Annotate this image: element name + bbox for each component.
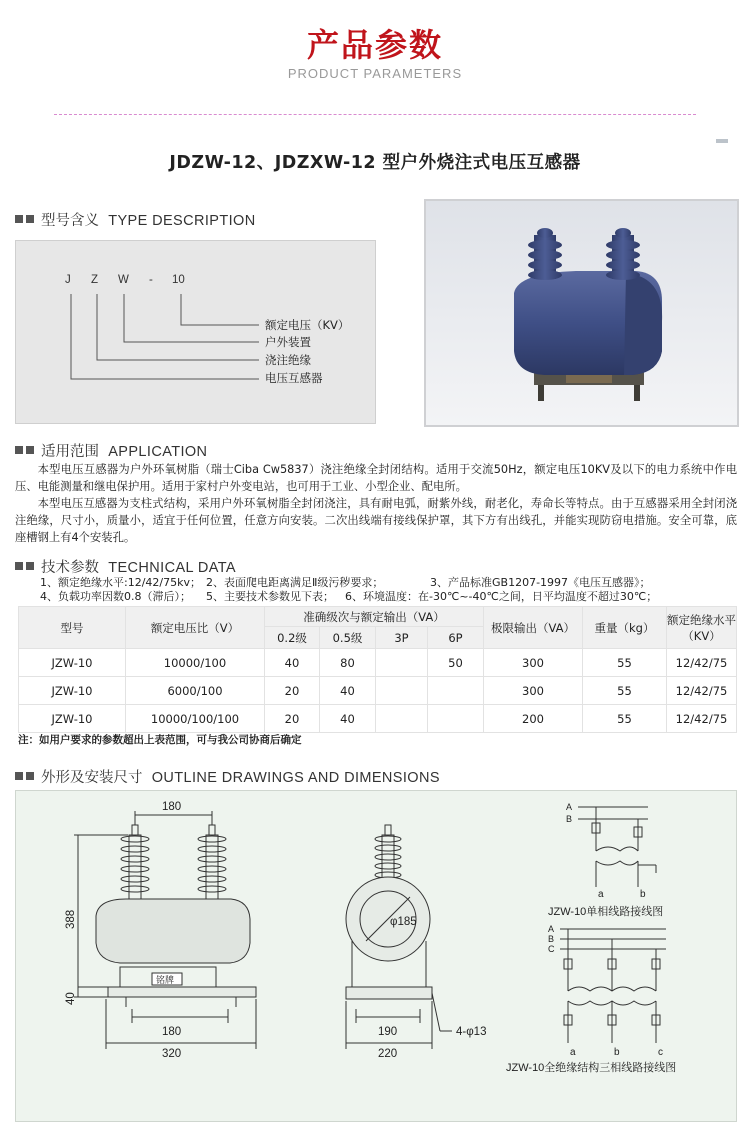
single-wiring-caption: JZW-10单相线路接线图 [548,906,664,918]
heading-square-icon [26,446,34,454]
dim-top-180: 180 [162,801,182,813]
heading-square-icon [26,562,34,570]
outline-drawings [16,791,738,1123]
heading-en: TYPE DESCRIPTION [108,213,256,229]
leader-line-z [97,294,259,360]
heading-en: APPLICATION [108,444,208,460]
page-title: 产品参数 [306,26,443,64]
cell-ratio: 10000/100 [126,649,265,677]
label-cast-insulation: 浇注绝缘 [265,353,311,367]
cell-limit: 200 [484,705,583,733]
product-photo [424,199,739,427]
dim-diameter-185: φ185 [390,916,417,928]
cell-insulation: 12/42/75 [667,677,737,705]
code-char-w: W [118,274,129,286]
three-line-a: A [548,924,555,934]
single-line-a: A [566,802,573,812]
dim-bottom-180: 180 [162,1026,182,1038]
subheader-05: 0.5级 [320,627,376,649]
three-terminal-c: c [658,1047,663,1058]
dim-base-40: 40 [65,992,77,1005]
dim-height-388: 388 [65,909,77,929]
header-insulation: 额定绝缘水平（KV） [667,607,737,649]
leader-line-w [124,294,259,342]
header-ratio: 额定电压比（V） [126,607,265,649]
cell-model: JZW-10 [19,705,126,733]
cell-02: 40 [265,649,320,677]
three-line-b: B [548,934,555,944]
dim-bottom-320: 320 [162,1048,182,1060]
label-rated-voltage: 额定电压（KV） [265,318,350,332]
wiring-three [560,929,666,1043]
code-char-dash: - [149,274,153,286]
table-footnote: 注：如用户要求的参数超出上表范围，可与我公司协商后确定 [18,734,302,746]
cell-weight: 55 [583,649,667,677]
code-char-j: J [65,274,71,286]
cell-6p [428,677,484,705]
label-voltage-transformer: 电压互感器 [265,371,323,385]
heading-cn: 适用范围 [41,444,99,460]
cell-6p [428,705,484,733]
cell-05: 40 [320,677,376,705]
cell-model: JZW-10 [19,677,126,705]
table-row [19,649,737,677]
three-terminal-b: b [614,1047,620,1058]
cell-3p [376,677,428,705]
cell-limit: 300 [484,649,583,677]
heading-square-icon [15,215,23,223]
three-terminal-a: a [570,1047,576,1058]
application-paragraph-2: 本型电压互感器为支柱式结构，采用户外环氧树脂全封闭浇注，具有耐电弧，耐紫外线，耐老化，寿命长等特点。由于互感器采用全封闭浇注绝缘，尺寸小，质量小，适宜于任何位置，任意方向安装。二次出线端有接线保护罩，其下方有出线孔，并能实现防窃电措施。安全可靠，底座槽钢上有4个安装孔。 [15,497,737,544]
table-row [19,677,737,705]
header-accuracy: 准确级次与额定输出（VA） [265,607,484,627]
heading-square-icon [26,215,34,223]
tech-note-5: 5、主要技术参数见下表； [206,590,334,603]
cell-ratio: 6000/100 [126,677,265,705]
page-subtitle: PRODUCT PARAMETERS [287,66,463,81]
heading-cn: 型号含义 [41,213,99,229]
tech-note-1: 1、额定绝缘水平:12/42/75kv； [40,576,201,589]
product-title: JDZW-12、JDZXW-12 型户外烧注式电压互感器 [169,153,581,173]
dim-mount-holes: 4-φ13 [456,1026,487,1038]
corner-mark [716,139,728,143]
subheader-3p: 3P [376,627,428,649]
table-row [19,705,737,733]
header-divider [54,114,696,115]
dim-side-190: 190 [378,1026,398,1038]
leader-line-j [71,294,259,379]
cell-3p [376,705,428,733]
dim-side-220: 220 [378,1048,398,1060]
label-outdoor: 户外装置 [265,335,311,349]
header-limit-output: 极限输出（VA） [484,607,583,649]
cell-insulation: 12/42/75 [667,649,737,677]
insulator-right [198,825,226,903]
single-terminal-a: a [598,889,604,900]
section-heading-application [15,440,207,461]
heading-square-icon [15,562,23,570]
cell-05: 80 [320,649,376,677]
wiring-single [578,807,656,887]
tech-note-2: 2、表面爬电距离满足Ⅱ级污秽要求； [206,576,384,589]
single-terminal-b: b [640,889,646,900]
section-heading-outline [15,766,440,787]
code-char-z: Z [91,274,99,286]
leader-line-10 [181,294,259,325]
cell-weight: 55 [583,677,667,705]
tech-note-6: 6、环境温度：在-30℃~-40℃之间，日平均温度不超过30℃； [345,590,658,603]
cell-weight: 55 [583,705,667,733]
heading-cn: 外形及安装尺寸 [41,770,143,786]
tech-note-3: 3、产品标准GB1207-1997《电压互感器》； [430,576,651,589]
application-paragraph-1: 本型电压互感器为户外环氧树脂（瑞士Ciba Cw5837）浇注绝缘全封闭结构。适用于交流50Hz，额定电压10KV及以下的电力系统中作电压、电能测量和继电保护用。适用于家村户外变电站，也可用于工业、小型企业、配电所。 [15,463,737,493]
cell-3p [376,649,428,677]
type-code-diagram [16,241,377,425]
heading-en: OUTLINE DRAWINGS AND DIMENSIONS [151,770,440,786]
subheader-6p: 6P [428,627,484,649]
nameplate-label: 铭牌 [156,975,175,985]
section-heading-type [15,209,256,230]
transformer-illustration [426,201,737,425]
side-view [346,825,452,1049]
heading-square-icon [26,772,34,780]
header-weight: 重量（kg） [583,607,667,649]
type-description-box [15,240,376,424]
cell-ratio: 10000/100/100 [126,705,265,733]
single-line-b: B [566,814,573,824]
cell-05: 40 [320,705,376,733]
insulator-left [121,825,149,903]
header-model: 型号 [19,607,126,649]
heading-square-icon [15,772,23,780]
code-char-10: 10 [172,274,185,286]
cell-02: 20 [265,677,320,705]
cell-02: 20 [265,705,320,733]
cell-insulation: 12/42/75 [667,705,737,733]
heading-square-icon [15,446,23,454]
outline-drawing-panel [15,790,737,1122]
technical-data-table [18,606,737,733]
three-wiring-caption: JZW-10全绝缘结构三相线路接线图 [506,1062,677,1074]
tech-note-4: 4、负载功率因数0.8（滞后）； [40,590,191,603]
cell-model: JZW-10 [19,649,126,677]
subheader-02: 0.2级 [265,627,320,649]
three-line-c: C [548,944,555,954]
heading-en: TECHNICAL DATA [108,560,237,576]
cell-limit: 300 [484,677,583,705]
front-view [74,811,256,1049]
heading-cn: 技术参数 [41,560,99,576]
cell-6p: 50 [428,649,484,677]
